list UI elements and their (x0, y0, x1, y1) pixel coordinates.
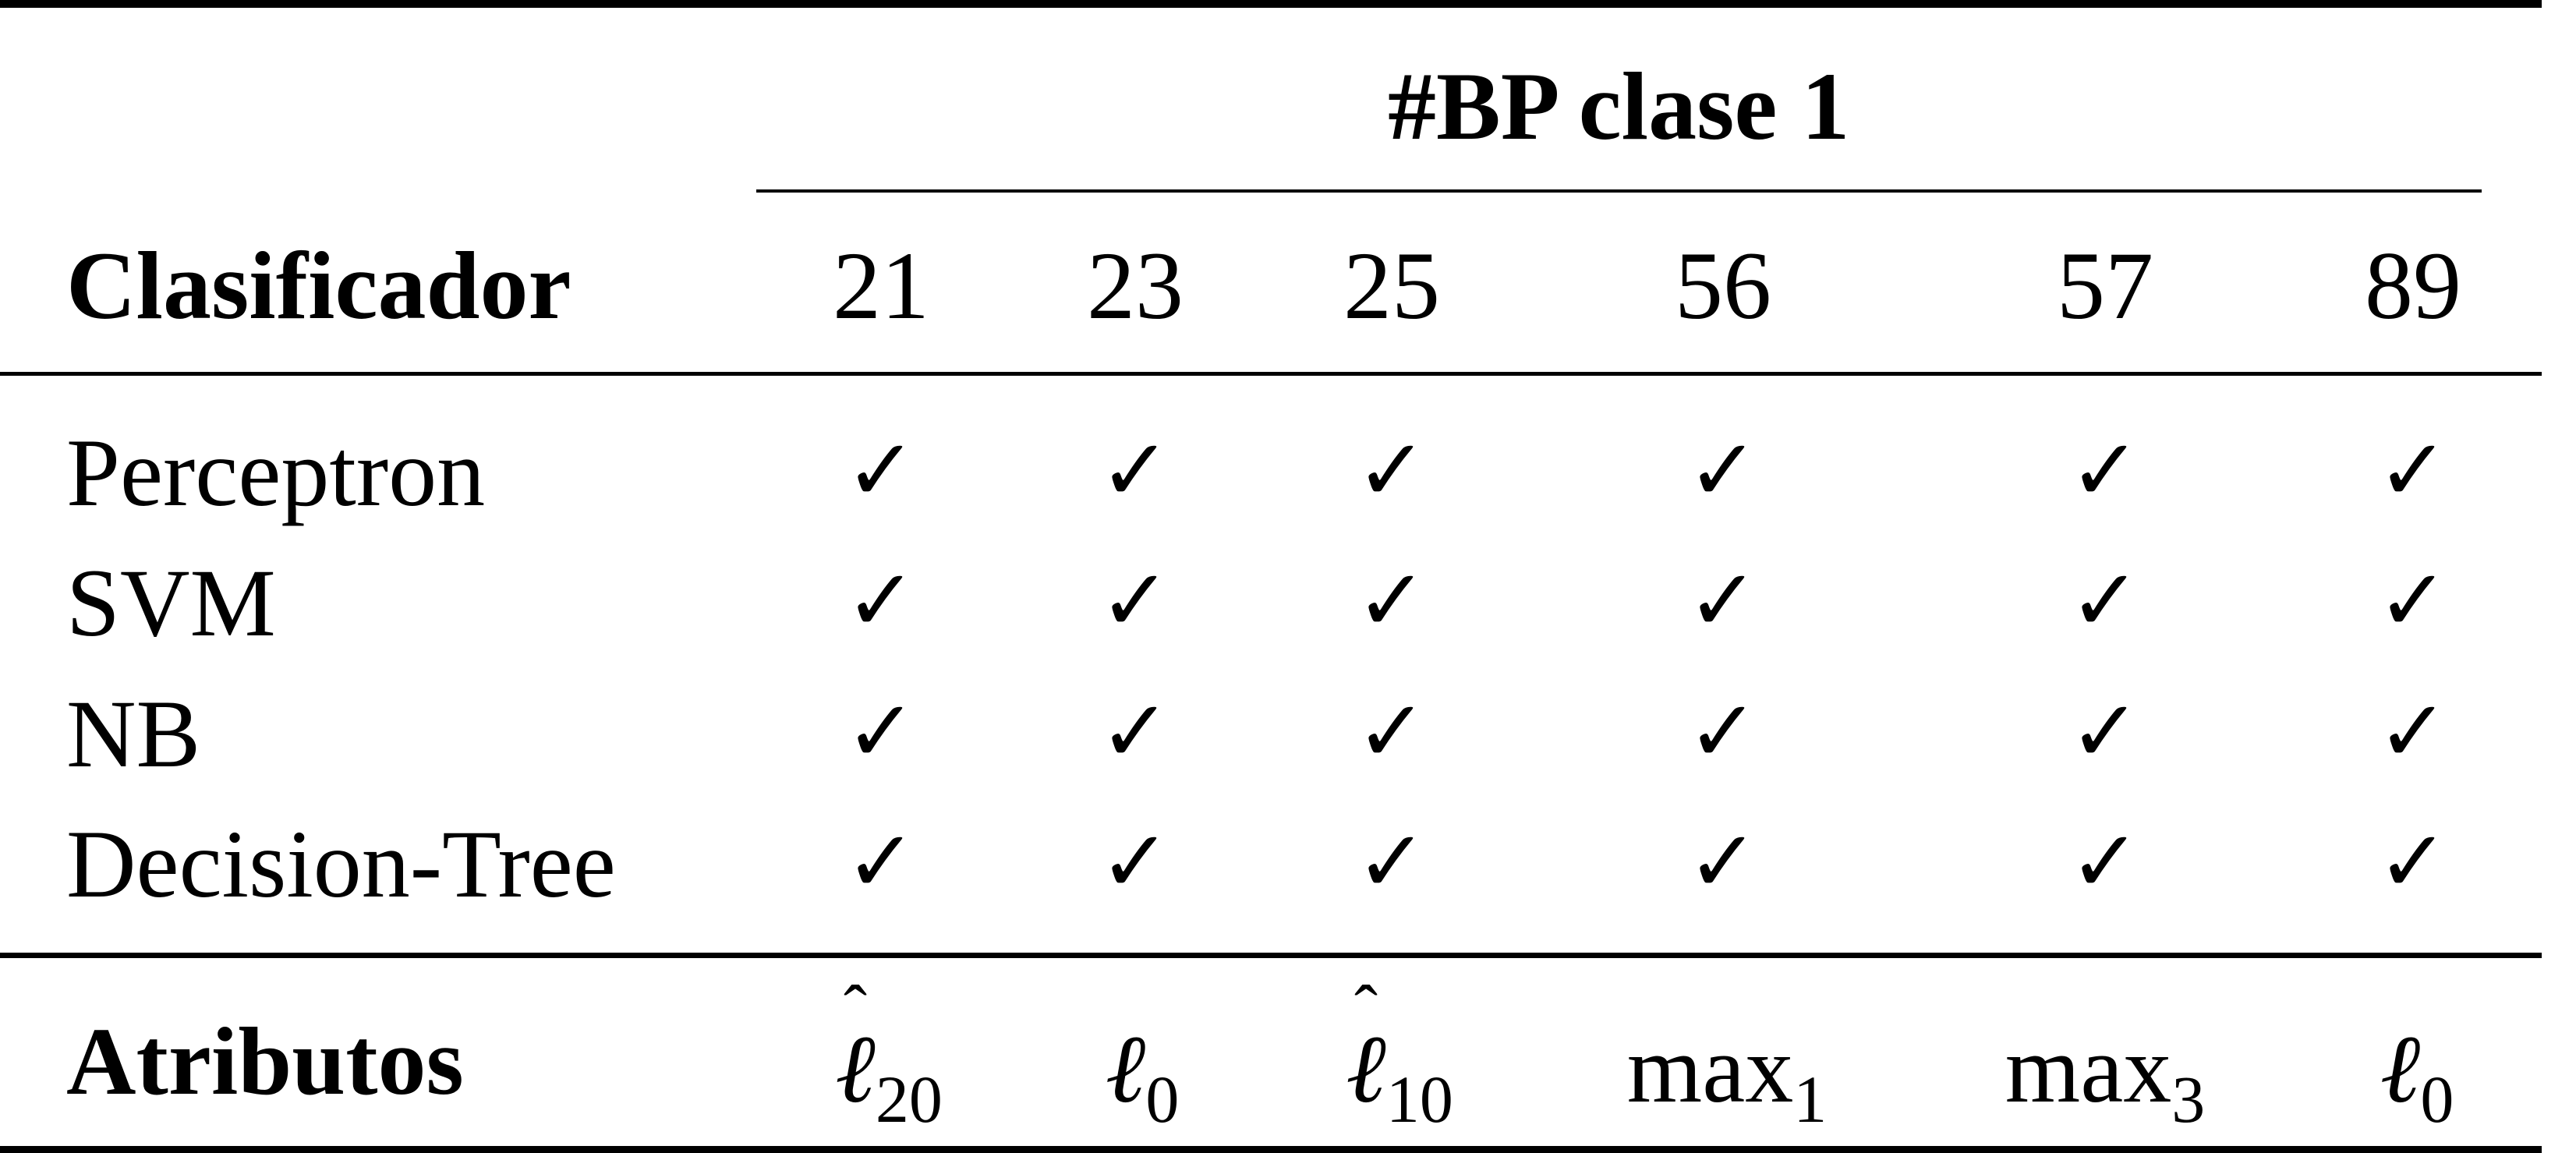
attribute-base: ℓ (2380, 1016, 2421, 1123)
footer-label: Atributos (66, 1008, 464, 1115)
attribute-base: max (2005, 1016, 2172, 1123)
attribute-cell (1346, 1016, 1453, 1137)
row-header: Clasificador (66, 232, 571, 339)
group-header: #BP clase 1 (1388, 53, 1850, 160)
check-icon: ✓ (2376, 420, 2450, 520)
attribute-subscript: 20 (875, 1062, 943, 1137)
attribute-base: ˆ ℓ (835, 1021, 876, 1118)
row-label: NB (66, 681, 201, 787)
column-header: 57 (2057, 232, 2153, 339)
attribute-subscript: 10 (1385, 1062, 1453, 1137)
row-label: SVM (66, 550, 276, 656)
row-label: Perceptron (66, 419, 486, 526)
attribute-cell (2005, 1016, 2206, 1137)
check-icon: ✓ (1686, 550, 1760, 650)
bottom-rule (0, 1146, 2542, 1153)
attribute-cell (1626, 1016, 1828, 1137)
check-icon: ✓ (844, 550, 918, 650)
top-rule (0, 0, 2542, 8)
attribute-subscript: 3 (2171, 1062, 2206, 1137)
check-icon: ✓ (1099, 420, 1172, 520)
header-rule (0, 372, 2542, 376)
data-rule (0, 953, 2542, 958)
check-icon: ✓ (1355, 550, 1428, 650)
attribute-subscript: 1 (1793, 1062, 1828, 1137)
check-icon: ✓ (2376, 550, 2450, 650)
check-icon: ✓ (2068, 550, 2142, 650)
attribute-cell (835, 1016, 943, 1137)
group-rule (756, 189, 2482, 193)
check-icon: ✓ (1355, 681, 1428, 781)
check-icon: ✓ (844, 420, 918, 520)
check-icon: ✓ (1099, 681, 1172, 781)
attribute-base: max (1626, 1016, 1794, 1123)
check-icon: ✓ (2376, 812, 2450, 911)
check-icon: ✓ (2068, 681, 2142, 781)
check-icon: ✓ (1099, 550, 1172, 650)
check-icon: ✓ (1686, 812, 1760, 911)
check-icon: ✓ (1355, 812, 1428, 911)
check-icon: ✓ (1099, 812, 1172, 911)
attribute-cell (2380, 1016, 2454, 1137)
row-label: Decision-Tree (66, 811, 616, 918)
column-header: 23 (1087, 232, 1184, 339)
check-icon: ✓ (844, 681, 918, 781)
check-icon: ✓ (2068, 812, 2142, 911)
check-icon: ✓ (1686, 681, 1760, 781)
column-header: 89 (2365, 232, 2461, 339)
column-header: 21 (833, 232, 929, 339)
attribute-cell (1105, 1016, 1180, 1137)
check-icon: ✓ (844, 812, 918, 911)
column-header: 25 (1343, 232, 1440, 339)
check-icon: ✓ (2068, 420, 2142, 520)
check-icon: ✓ (2376, 681, 2450, 781)
attribute-subscript: 0 (2420, 1062, 2454, 1137)
attribute-base: ℓ (1105, 1016, 1146, 1123)
attribute-subscript: 0 (1145, 1062, 1180, 1137)
check-icon: ✓ (1686, 420, 1760, 520)
attribute-base: ˆ ℓ (1346, 1021, 1386, 1118)
check-icon: ✓ (1355, 420, 1428, 520)
column-header: 56 (1675, 232, 1771, 339)
